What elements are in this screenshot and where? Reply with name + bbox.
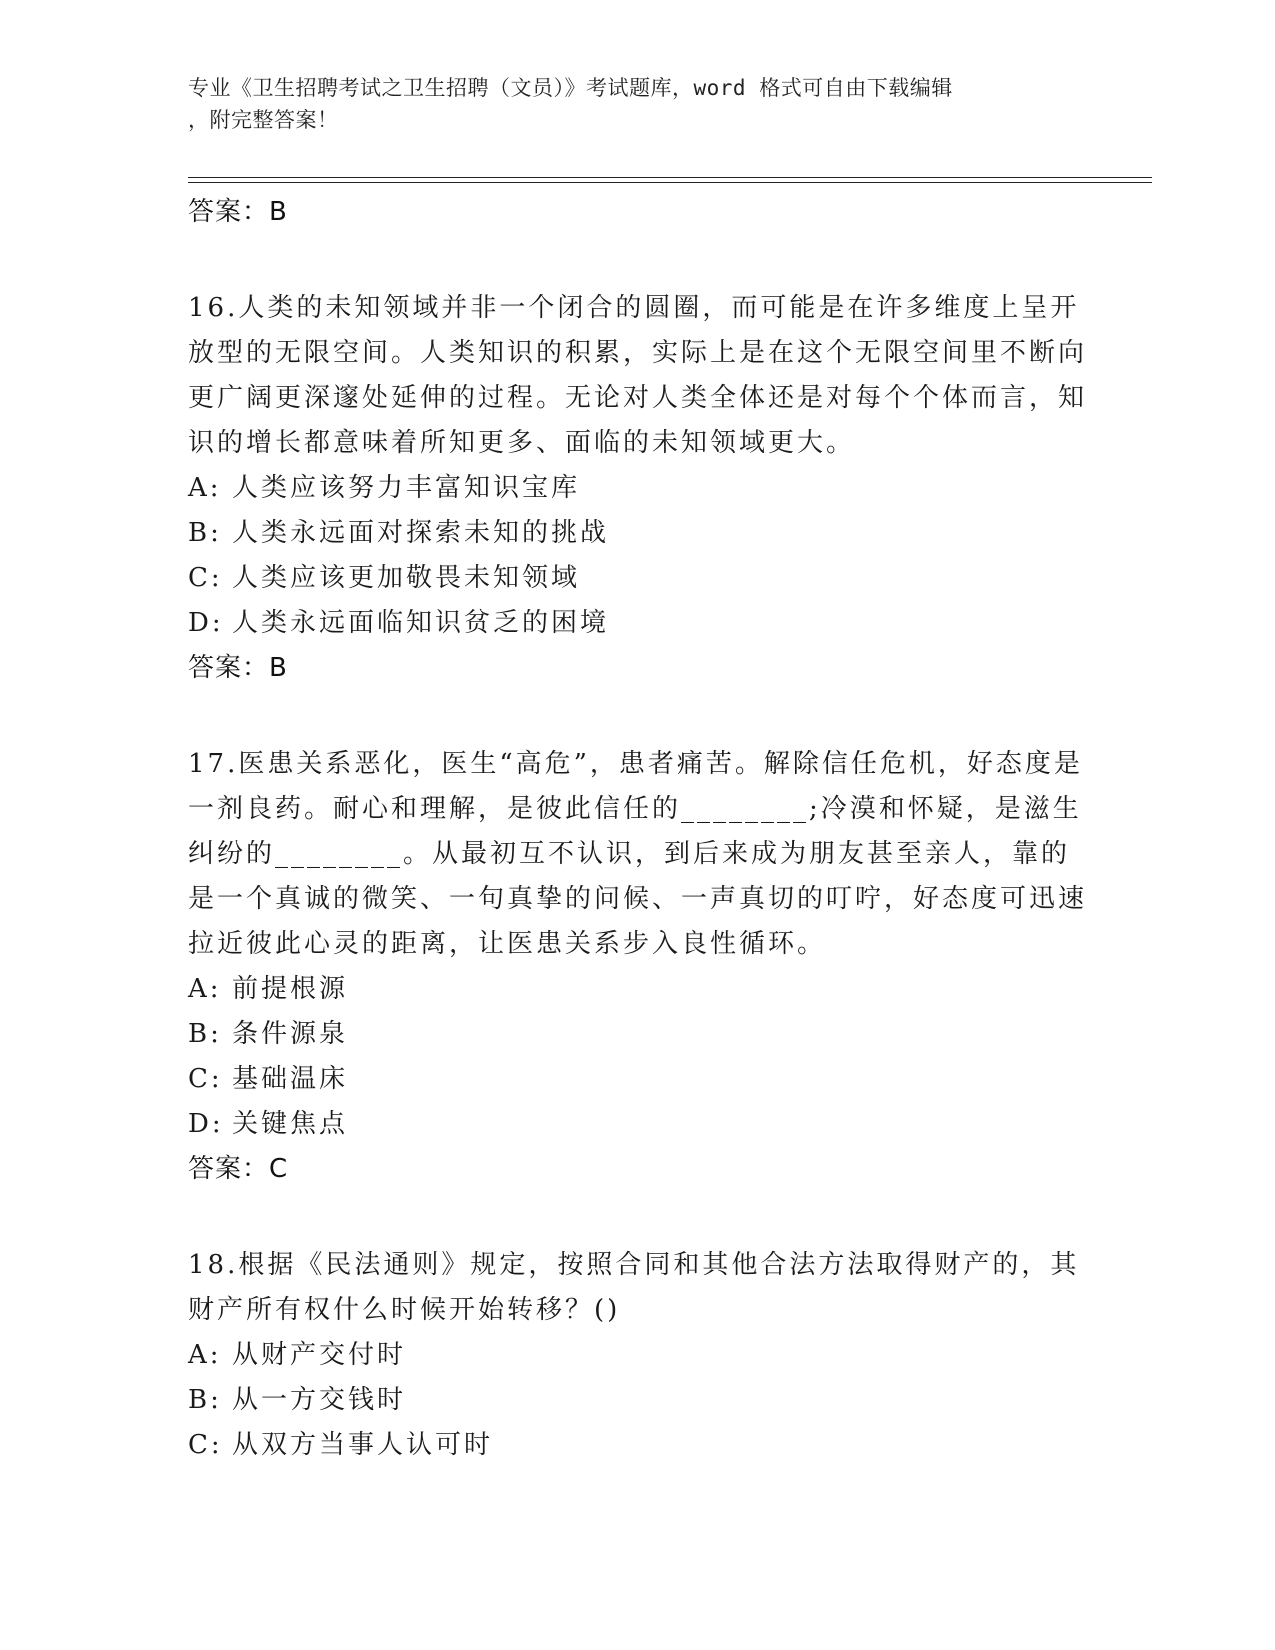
option-text: 从财产交付时 [232,1340,407,1370]
option-key: B: [188,518,222,548]
option-b [188,511,1088,556]
question-16 [188,286,1088,690]
document-body [188,190,1088,1468]
option-text: 人类永远面对探索未知的挑战 [232,518,610,548]
option-key: A: [188,1340,222,1370]
option-c [188,556,1088,601]
option-text: 关键焦点 [232,1109,349,1139]
option-key: A: [188,473,222,503]
question-stem: 18.根据《民法通则》规定，按照合同和其他合法方法取得财产的，其财产所有权什么时候开始转移？() [188,1250,1080,1325]
option-c [188,1423,1088,1468]
option-text: 前提根源 [232,974,349,1004]
option-key: B: [188,1019,222,1049]
option-a [188,1333,1088,1378]
option-text: 从双方当事人认可时 [232,1430,494,1460]
option-key: D: [188,1109,224,1139]
question-17 [188,742,1088,1191]
option-key: C: [188,1064,223,1094]
question-stem: 16.人类的未知领域并非一个闭合的圆圈，而可能是在许多维度上呈开放型的无限空间。人类知识的积累，实际上是在这个无限空间里不断向更广阔更深邃处延伸的过程。无论对人类全体还是对每个个体而言，知识的增长都意味着所知更多、面临的未知领域更大。 [188,293,1088,458]
option-c [188,1057,1088,1102]
option-text: 从一方交钱时 [232,1385,407,1415]
answer-label: 答案：B [188,653,288,683]
header-line-1: 专业《卫生招聘考试之卫生招聘（文员）》考试题库，word 格式可自由下载编辑 [188,76,953,100]
option-a [188,967,1088,1012]
option-b [188,1012,1088,1057]
question-18 [188,1243,1088,1468]
option-key: B: [188,1385,222,1415]
option-key: C: [188,563,223,593]
page-header [188,72,1088,136]
option-text: 人类应该更加敬畏未知领域 [232,563,581,593]
option-a [188,466,1088,511]
option-text: 基础温床 [232,1064,349,1094]
option-key: A: [188,974,222,1004]
answer-label: 答案：C [188,1154,289,1184]
header-line-2: ，附完整答案！ [188,108,339,132]
header-divider-bottom [188,182,1152,183]
option-text: 人类永远面临知识贫乏的困境 [232,608,610,638]
option-text: 人类应该努力丰富知识宝库 [232,473,581,503]
option-text: 条件源泉 [232,1019,349,1049]
option-key: D: [188,608,224,638]
answer-label: 答案：B [188,197,288,227]
option-key: C: [188,1430,223,1460]
question-stem: 17.医患关系恶化，医生“高危”，患者痛苦。解除信任危机，好态度是一剂良药。耐心和理解，是彼此信任的________;冷漠和怀疑，是滋生纠纷的________。从最初互不认识，到后来成为朋友甚至亲人，靠的是一个真诚的微笑、一句真挚的问候、一声真切的叮咛，好态度可迅速拉近彼此心灵的距离，让医患关系步入良性循环。 [188,749,1088,959]
option-d [188,601,1088,646]
header-divider-top [188,177,1152,178]
option-d [188,1102,1088,1147]
option-b [188,1378,1088,1423]
